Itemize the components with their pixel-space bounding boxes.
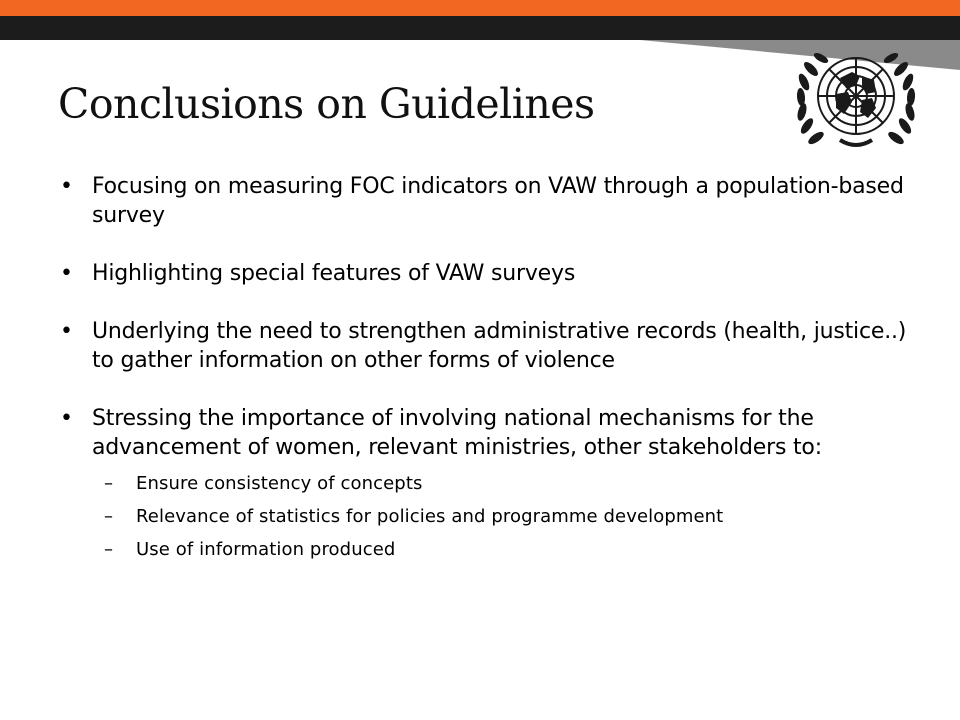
un-emblem-icon bbox=[796, 42, 916, 154]
sub-bullet-text: Relevance of statistics for policies and programme development bbox=[136, 506, 724, 527]
sub-bullet-item bbox=[92, 472, 920, 496]
bullet-item bbox=[60, 317, 920, 375]
sub-bullet-list bbox=[92, 472, 920, 562]
bullet-dot: • bbox=[60, 406, 73, 431]
sub-bullet-item bbox=[92, 538, 920, 562]
sub-bullet-dash: – bbox=[104, 539, 114, 560]
bullet-text: Highlighting special features of VAW surveys bbox=[92, 261, 576, 286]
bullet-list bbox=[60, 172, 920, 571]
bullet-dot: • bbox=[60, 174, 73, 199]
bullet-dot: • bbox=[60, 261, 73, 286]
sub-bullet-text: Use of information produced bbox=[136, 539, 396, 560]
sub-bullet-item bbox=[92, 505, 920, 529]
sub-bullet-dash: – bbox=[104, 506, 114, 527]
slide-title: Conclusions on Guidelines bbox=[58, 80, 595, 128]
top-orange-bar bbox=[0, 0, 960, 16]
sub-bullet-text: Ensure consistency of concepts bbox=[136, 473, 423, 494]
bullet-dot: • bbox=[60, 319, 73, 344]
bullet-text: Stressing the importance of involving national mechanisms for the advancement of women, relevant ministries, other stakeholders to: bbox=[92, 406, 822, 460]
bullet-text: Focusing on measuring FOC indicators on VAW through a population-based survey bbox=[92, 174, 904, 228]
sub-bullet-dash: – bbox=[104, 473, 114, 494]
top-dark-bar bbox=[0, 16, 960, 40]
bullet-item bbox=[60, 259, 920, 288]
bullet-text: Underlying the need to strengthen administrative records (health, justice..) to gather information on other forms of violence bbox=[92, 319, 907, 373]
bullet-item bbox=[60, 172, 920, 230]
bullet-item bbox=[60, 404, 920, 562]
